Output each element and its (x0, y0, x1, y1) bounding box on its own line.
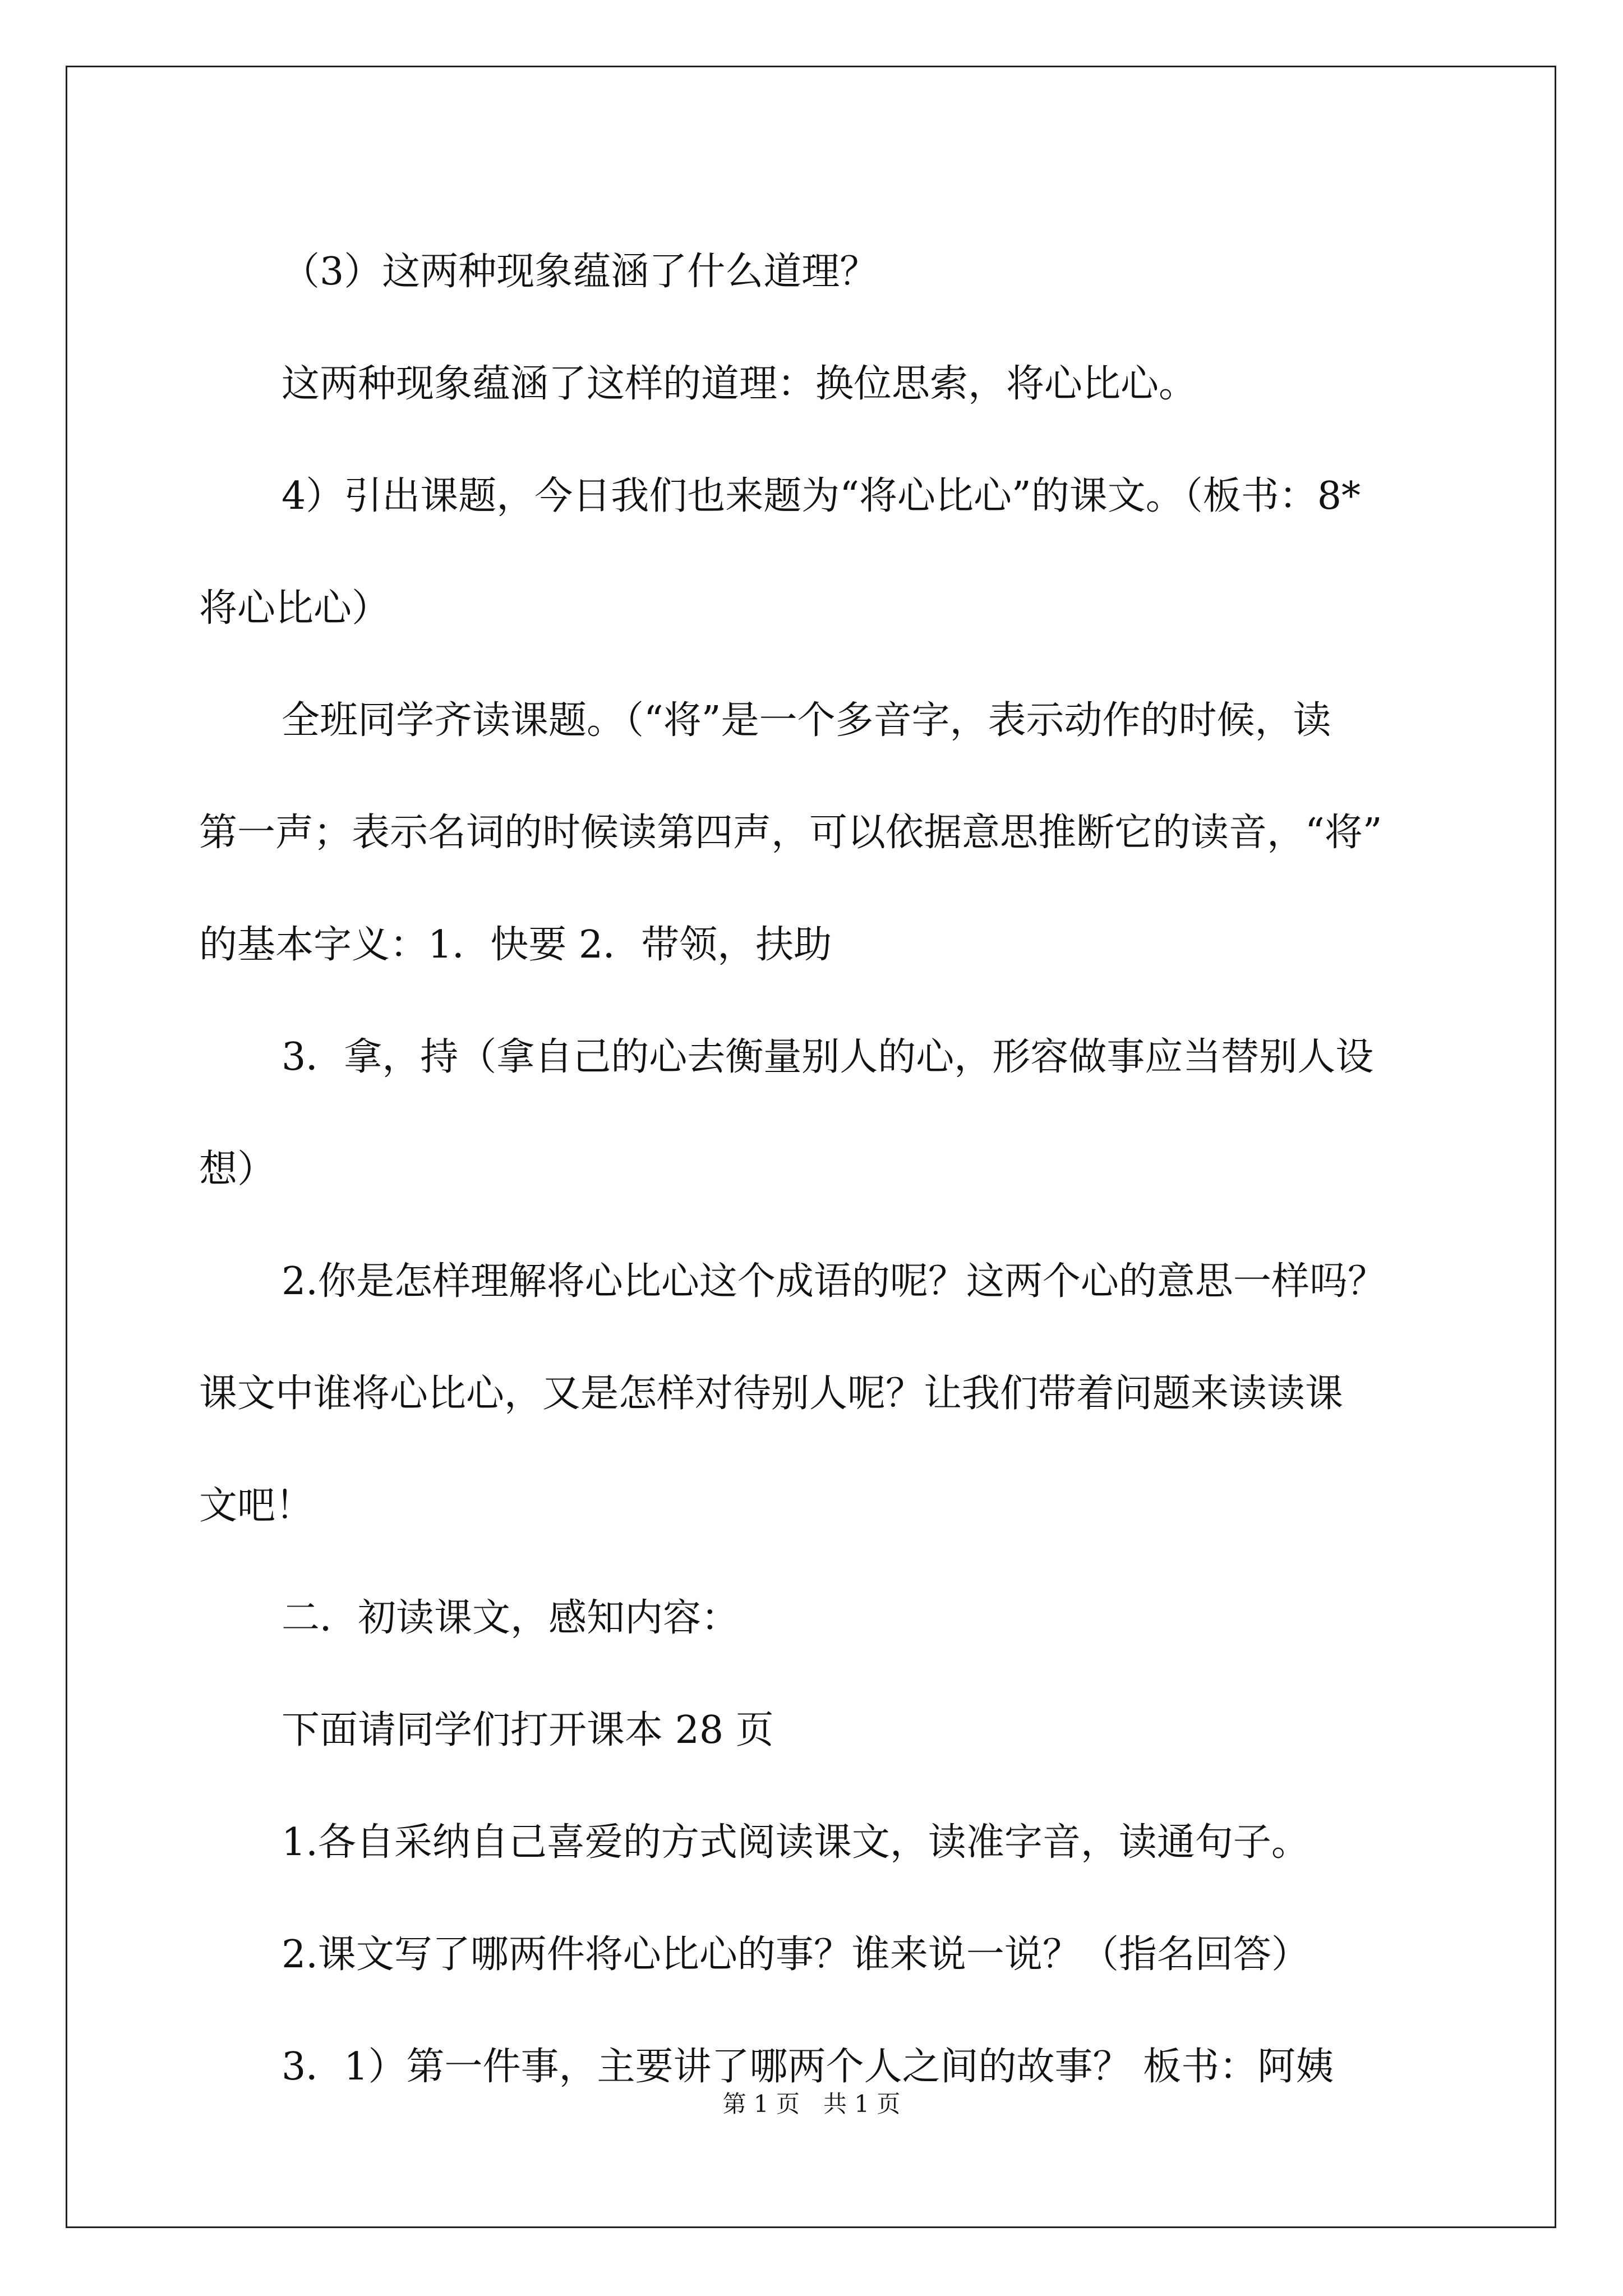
text-line-7: 的基本字义：1．快要 2．带领，扶助 (199, 923, 832, 967)
text-line-9: 想） (199, 1147, 276, 1191)
text-line-15: 1.各自采纳自己喜爱的方式阅读课文，读准字音，读通句子。 (282, 1820, 1310, 1865)
text-line-8: 3．拿，持（拿自己的心去衡量别人的心，形容做事应当替别人设 (282, 1035, 1374, 1079)
text-line-3: 4）引出课题，今日我们也来题为“将心比心”的课文。（板书：8* (282, 474, 1361, 518)
text-line-6: 第一声；表示名词的时候读第四声，可以依据意思推断它的读音，“将” (199, 811, 1382, 855)
document-body (199, 216, 1442, 2123)
text-line-1: （3）这两种现象蕴涵了什么道理？ (282, 250, 878, 294)
text-line-4: 将心比心） (199, 586, 390, 631)
text-line-14: 下面请同学们打开课本 28 页 (282, 1708, 774, 1752)
text-line-13: 二．初读课文，感知内容： (282, 1596, 740, 1640)
text-line-2: 这两种现象蕴涵了这样的道理：换位思索，将心比心。 (282, 362, 1197, 406)
text-line-16: 2.课文写了哪两件将心比心的事？谁来说一说？（指名回答） (282, 1932, 1310, 1977)
text-line-5: 全班同学齐读课题。（“将”是一个多音字，表示动作的时候，读 (282, 698, 1331, 743)
page-footer: 第 1 页 共 1 页 (722, 2090, 901, 2118)
text-line-11: 课文中谁将心比心，又是怎样对待别人呢？让我们带着问题来读读课 (199, 1372, 1344, 1416)
text-line-10: 2.你是怎样理解将心比心这个成语的呢？这两个心的意思一样吗？ (282, 1259, 1386, 1304)
text-line-12: 文吧！ (199, 1484, 314, 1528)
text-line-17: 3．1）第一件事，主要讲了哪两个人之间的故事？ 板书：阿姨 (282, 2045, 1334, 2089)
